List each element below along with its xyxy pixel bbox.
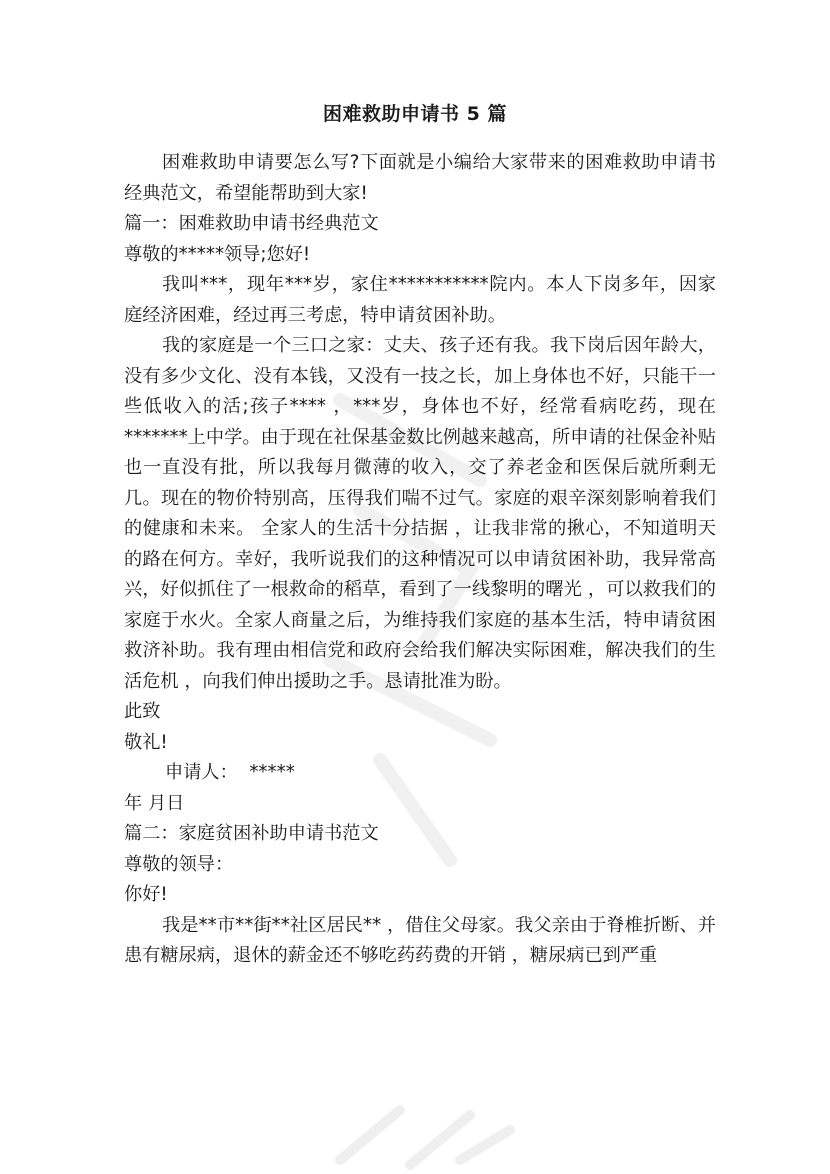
- closing-jing-li: 敬礼!: [124, 731, 168, 753]
- document-title: 困难救助申请书 5 篇: [323, 103, 507, 125]
- applicant-line: 申请人： *****: [165, 762, 295, 783]
- document-body: [124, 148, 716, 972]
- intro-paragraph: 困难救助申请要怎么写?下面就是小编给大家带来的困难救助申请书经典范文，希望能帮助到大家!: [124, 152, 716, 204]
- watermark-bottom-graphic: [320, 1090, 520, 1174]
- section2-salutation: 尊敬的领导：: [124, 853, 234, 875]
- section2-greeting: 你好!: [124, 884, 168, 905]
- section2-paragraph-1: 我是**市**街**社区居民** ，借住父母家。我父亲由于脊椎折断、并患有糖尿病，退休的薪金还不够吃药药费的开销 ，糖尿病已到严重: [124, 914, 716, 966]
- section1-heading: 篇一：困难救助申请书经典范文: [124, 213, 379, 234]
- date-line: 年 月日: [124, 792, 185, 814]
- section1-paragraph-1: 我叫***，现年***岁，家住***********院内。本人下岗多年，因家庭经济困难，经过再三考虑，特申请贫困补助。: [124, 274, 716, 326]
- section1-salutation: 尊敬的*****领导;您好!: [124, 243, 311, 265]
- section1-paragraph-2: 我的家庭是一个三口之家：丈夫、孩子还有我。我下岗后因年龄大，没有多少文化、没有本钱，又没有一技之长，加上身体也不好，只能干一些低收入的活;孩子**** ，***岁，身体也不好，经常看病吃药，现在*******上中学。由于现在社保基金数比例越来越高，所申请的社保金补贴也一直没有批，所以我每月微薄的收入，交了养老金和医保后就所剩无几。现在的物价特别高，压得我们喘不过气。家庭的艰辛深刻影响着我们的健康和未来。 全家人的生活十分拮据 ，让我非常的揪心，不知道明天的路在何方。幸好，我听说我们的这种情况可以申请贫困补助，我异常高兴，好似抓住了一根救命的稻草，看到了一线黎明的曙光 ，可以救我们的家庭于水火。全家人商量之后，为维持我们家庭的基本生活，特申请贫困救济补助。我有理由相信党和政府会给我们解决实际困难，解决我们的生活危机 ，向我们伸出援助之手。恳请批准为盼。: [124, 335, 716, 692]
- closing-ci-zhi: 此致: [124, 701, 161, 722]
- section2-heading: 篇二：家庭贫困补助申请书范文: [124, 823, 379, 844]
